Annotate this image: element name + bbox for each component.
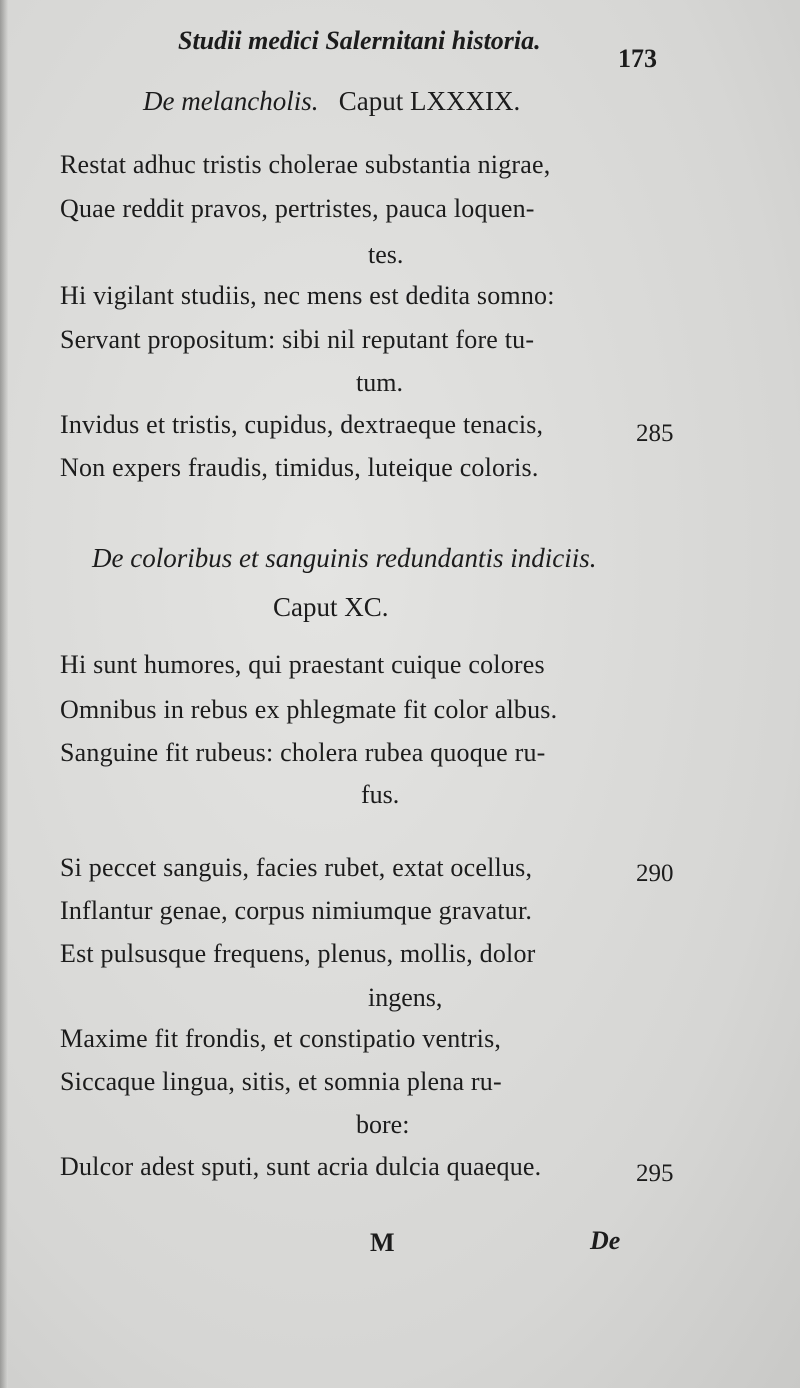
verse-line-continuation: bore: bbox=[356, 1110, 410, 1139]
verse-line-continuation: fus. bbox=[361, 780, 400, 809]
page-number: 173 bbox=[618, 44, 657, 73]
verse-line: Hi sunt humores, qui praestant cuique colores bbox=[60, 650, 545, 679]
verse-line: Quae reddit pravos, pertristes, pauca loquen- bbox=[60, 194, 535, 223]
verse-line-continuation: tes. bbox=[368, 240, 404, 269]
verse-number: 290 bbox=[636, 860, 674, 887]
section-title-coloribus bbox=[92, 543, 596, 574]
verse-number: 285 bbox=[636, 420, 674, 447]
verse-number: 295 bbox=[636, 1160, 674, 1187]
verse-line: Servant propositum: sibi nil reputant fore tu- bbox=[60, 325, 535, 354]
section-caput: Caput LXXXIX. bbox=[338, 86, 521, 116]
verse-line: Dulcor adest sputi, sunt acria dulcia quaeque. bbox=[60, 1152, 542, 1181]
verse-line: Invidus et tristis, cupidus, dextraeque tenacis, bbox=[60, 410, 544, 439]
verse-line-continuation: tum. bbox=[356, 368, 403, 397]
page-edge-shadow bbox=[0, 0, 8, 1388]
verse-line: Restat adhuc tristis cholerae substantia nigrae, bbox=[60, 150, 551, 179]
verse-line: Maxime fit frondis, et constipatio ventris, bbox=[60, 1024, 502, 1053]
running-title: Studii medici Salernitani historia. bbox=[178, 26, 541, 55]
verse-line: Sanguine fit rubeus: cholera rubea quoque ru- bbox=[60, 738, 546, 767]
verse-line: Omnibus in rebus ex phlegmate fit color albus. bbox=[60, 695, 558, 724]
verse-line: Non expers fraudis, timidus, luteique coloris. bbox=[60, 453, 539, 482]
verse-line: Est pulsusque frequens, plenus, mollis, dolor bbox=[60, 939, 536, 968]
section-title-italic: De melancholis. bbox=[143, 86, 319, 116]
signature-mark: M bbox=[370, 1228, 395, 1257]
section-caput: Caput XC. bbox=[273, 592, 389, 622]
verse-line-continuation: ingens, bbox=[368, 983, 443, 1012]
verse-line: Hi vigilant studiis, nec mens est dedita somno: bbox=[60, 281, 555, 310]
section-title-melancholis bbox=[143, 86, 520, 117]
verse-line: Inflantur genae, corpus nimiumque gravatur. bbox=[60, 896, 533, 925]
catchword: De bbox=[590, 1226, 621, 1255]
section-title-italic: De coloribus et sanguinis redundantis indiciis. bbox=[92, 543, 597, 573]
verse-line: Si peccet sanguis, facies rubet, extat ocellus, bbox=[60, 853, 533, 882]
verse-line: Siccaque lingua, sitis, et somnia plena ru- bbox=[60, 1067, 502, 1096]
